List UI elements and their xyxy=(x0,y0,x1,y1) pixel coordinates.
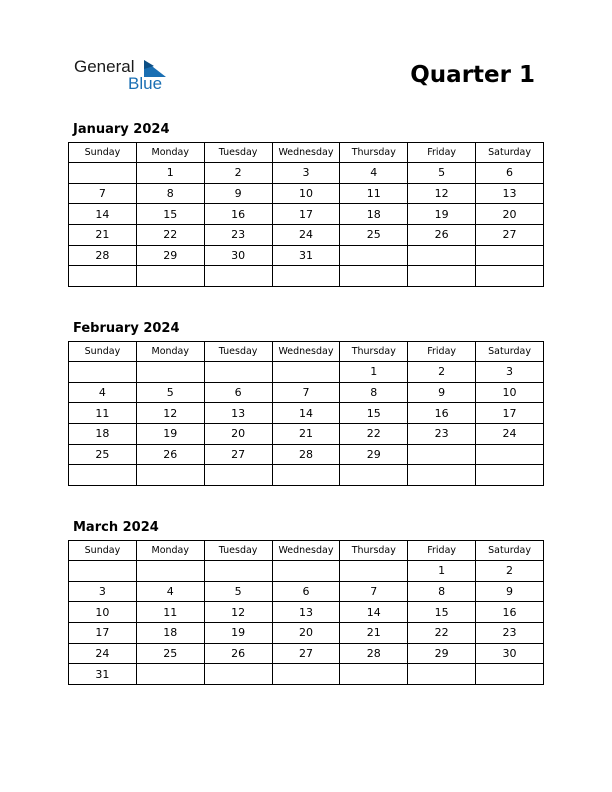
day-cell: 31 xyxy=(69,664,137,685)
day-cell xyxy=(408,444,476,465)
day-cell xyxy=(476,266,544,287)
day-cell: 2 xyxy=(204,163,272,184)
weekday-header: Saturday xyxy=(476,541,544,561)
day-cell: 3 xyxy=(69,581,137,602)
day-cell xyxy=(136,266,204,287)
weekday-header-row xyxy=(69,342,544,362)
week-row xyxy=(69,382,544,403)
day-cell: 5 xyxy=(204,581,272,602)
day-cell: 12 xyxy=(408,183,476,204)
day-cell xyxy=(69,163,137,184)
week-row xyxy=(69,225,544,246)
day-cell xyxy=(272,362,340,383)
weekday-header-row xyxy=(69,541,544,561)
day-cell: 7 xyxy=(272,382,340,403)
day-cell: 19 xyxy=(136,424,204,445)
day-cell: 15 xyxy=(136,204,204,225)
day-cell xyxy=(340,465,408,486)
day-cell xyxy=(69,561,137,582)
day-cell: 11 xyxy=(340,183,408,204)
weekday-header: Tuesday xyxy=(204,541,272,561)
day-cell xyxy=(69,465,137,486)
weekday-header: Monday xyxy=(136,342,204,362)
day-cell xyxy=(204,362,272,383)
calendar-grid xyxy=(68,341,544,486)
logo-text-blue: Blue xyxy=(128,74,163,93)
day-cell: 8 xyxy=(136,183,204,204)
day-cell: 25 xyxy=(136,643,204,664)
day-cell: 11 xyxy=(69,403,137,424)
day-cell: 19 xyxy=(408,204,476,225)
day-cell: 1 xyxy=(136,163,204,184)
weekday-header: Sunday xyxy=(69,342,137,362)
day-cell: 19 xyxy=(204,623,272,644)
weekday-header: Friday xyxy=(408,143,476,163)
day-cell: 13 xyxy=(204,403,272,424)
day-cell: 20 xyxy=(476,204,544,225)
week-row xyxy=(69,266,544,287)
week-row xyxy=(69,623,544,644)
day-cell: 13 xyxy=(272,602,340,623)
day-cell xyxy=(204,266,272,287)
day-cell: 7 xyxy=(340,581,408,602)
day-cell xyxy=(272,664,340,685)
day-cell: 4 xyxy=(69,382,137,403)
week-row xyxy=(69,204,544,225)
day-cell: 3 xyxy=(272,163,340,184)
weekday-header: Saturday xyxy=(476,342,544,362)
day-cell: 1 xyxy=(408,561,476,582)
day-cell: 28 xyxy=(69,245,137,266)
day-cell xyxy=(340,245,408,266)
day-cell: 26 xyxy=(204,643,272,664)
weekday-header: Tuesday xyxy=(204,143,272,163)
day-cell: 14 xyxy=(69,204,137,225)
day-cell: 22 xyxy=(340,424,408,445)
weekday-header: Tuesday xyxy=(204,342,272,362)
day-cell: 2 xyxy=(408,362,476,383)
weekday-header: Thursday xyxy=(340,342,408,362)
weekday-header: Thursday xyxy=(340,143,408,163)
day-cell: 27 xyxy=(272,643,340,664)
day-cell: 20 xyxy=(272,623,340,644)
day-cell: 6 xyxy=(204,382,272,403)
day-cell xyxy=(136,465,204,486)
day-cell: 10 xyxy=(476,382,544,403)
day-cell: 17 xyxy=(69,623,137,644)
day-cell: 3 xyxy=(476,362,544,383)
day-cell xyxy=(136,362,204,383)
week-row xyxy=(69,465,544,486)
day-cell: 10 xyxy=(69,602,137,623)
day-cell: 26 xyxy=(408,225,476,246)
day-cell: 22 xyxy=(408,623,476,644)
day-cell: 15 xyxy=(408,602,476,623)
weekday-header: Monday xyxy=(136,541,204,561)
day-cell: 13 xyxy=(476,183,544,204)
day-cell: 21 xyxy=(272,424,340,445)
week-row xyxy=(69,362,544,383)
day-cell xyxy=(340,664,408,685)
day-cell: 14 xyxy=(272,403,340,424)
day-cell: 10 xyxy=(272,183,340,204)
day-cell: 6 xyxy=(476,163,544,184)
calendar-grid xyxy=(68,540,544,685)
day-cell xyxy=(204,664,272,685)
day-cell xyxy=(476,465,544,486)
day-cell: 31 xyxy=(272,245,340,266)
day-cell: 9 xyxy=(408,382,476,403)
day-cell: 27 xyxy=(204,444,272,465)
day-cell: 4 xyxy=(340,163,408,184)
day-cell: 21 xyxy=(69,225,137,246)
weekday-header: Wednesday xyxy=(272,143,340,163)
day-cell: 23 xyxy=(476,623,544,644)
month-title: March 2024 xyxy=(73,520,159,535)
day-cell: 16 xyxy=(408,403,476,424)
weekday-header: Wednesday xyxy=(272,541,340,561)
day-cell xyxy=(136,561,204,582)
day-cell: 25 xyxy=(340,225,408,246)
day-cell xyxy=(340,561,408,582)
weekday-header: Friday xyxy=(408,541,476,561)
day-cell: 28 xyxy=(272,444,340,465)
day-cell: 30 xyxy=(204,245,272,266)
day-cell: 27 xyxy=(476,225,544,246)
day-cell: 16 xyxy=(476,602,544,623)
week-row xyxy=(69,163,544,184)
weekday-header: Saturday xyxy=(476,143,544,163)
day-cell: 18 xyxy=(136,623,204,644)
day-cell: 20 xyxy=(204,424,272,445)
day-cell xyxy=(476,444,544,465)
day-cell: 14 xyxy=(340,602,408,623)
day-cell: 9 xyxy=(204,183,272,204)
day-cell: 30 xyxy=(476,643,544,664)
weekday-header: Friday xyxy=(408,342,476,362)
day-cell: 8 xyxy=(408,581,476,602)
calendar-grid xyxy=(68,142,544,287)
day-cell: 7 xyxy=(69,183,137,204)
day-cell xyxy=(204,561,272,582)
day-cell: 17 xyxy=(476,403,544,424)
week-row xyxy=(69,643,544,664)
day-cell xyxy=(69,362,137,383)
day-cell: 12 xyxy=(204,602,272,623)
day-cell xyxy=(476,664,544,685)
day-cell: 29 xyxy=(340,444,408,465)
day-cell: 9 xyxy=(476,581,544,602)
day-cell: 16 xyxy=(204,204,272,225)
weekday-header: Sunday xyxy=(69,541,137,561)
week-row xyxy=(69,403,544,424)
day-cell: 6 xyxy=(272,581,340,602)
day-cell: 4 xyxy=(136,581,204,602)
day-cell: 22 xyxy=(136,225,204,246)
month-calendar xyxy=(68,122,544,287)
generalblue-logo xyxy=(74,57,174,93)
logo-text-general: General xyxy=(74,57,135,76)
day-cell: 29 xyxy=(136,245,204,266)
month-title: January 2024 xyxy=(73,122,170,137)
day-cell: 11 xyxy=(136,602,204,623)
day-cell: 23 xyxy=(408,424,476,445)
day-cell xyxy=(408,266,476,287)
week-row xyxy=(69,602,544,623)
day-cell: 18 xyxy=(69,424,137,445)
day-cell: 26 xyxy=(136,444,204,465)
day-cell xyxy=(272,465,340,486)
day-cell: 25 xyxy=(69,444,137,465)
day-cell: 12 xyxy=(136,403,204,424)
day-cell: 24 xyxy=(476,424,544,445)
weekday-header: Sunday xyxy=(69,143,137,163)
day-cell xyxy=(408,664,476,685)
week-row xyxy=(69,561,544,582)
day-cell xyxy=(69,266,137,287)
day-cell xyxy=(408,245,476,266)
day-cell xyxy=(272,266,340,287)
day-cell xyxy=(476,245,544,266)
day-cell: 5 xyxy=(408,163,476,184)
day-cell: 17 xyxy=(272,204,340,225)
week-row xyxy=(69,424,544,445)
day-cell xyxy=(408,465,476,486)
week-row xyxy=(69,664,544,685)
day-cell xyxy=(204,465,272,486)
weekday-header: Wednesday xyxy=(272,342,340,362)
day-cell: 5 xyxy=(136,382,204,403)
week-row xyxy=(69,183,544,204)
day-cell xyxy=(340,266,408,287)
day-cell: 8 xyxy=(340,382,408,403)
week-row xyxy=(69,245,544,266)
day-cell: 18 xyxy=(340,204,408,225)
weekday-header: Thursday xyxy=(340,541,408,561)
day-cell: 23 xyxy=(204,225,272,246)
day-cell: 2 xyxy=(476,561,544,582)
day-cell: 24 xyxy=(69,643,137,664)
day-cell: 21 xyxy=(340,623,408,644)
week-row xyxy=(69,581,544,602)
day-cell: 1 xyxy=(340,362,408,383)
month-title: February 2024 xyxy=(73,321,180,336)
weekday-header: Monday xyxy=(136,143,204,163)
day-cell: 29 xyxy=(408,643,476,664)
month-calendar xyxy=(68,520,544,685)
day-cell: 15 xyxy=(340,403,408,424)
page-title: Quarter 1 xyxy=(410,62,535,88)
day-cell xyxy=(272,561,340,582)
day-cell: 28 xyxy=(340,643,408,664)
month-calendar xyxy=(68,321,544,486)
day-cell xyxy=(136,664,204,685)
day-cell: 24 xyxy=(272,225,340,246)
weekday-header-row xyxy=(69,143,544,163)
week-row xyxy=(69,444,544,465)
